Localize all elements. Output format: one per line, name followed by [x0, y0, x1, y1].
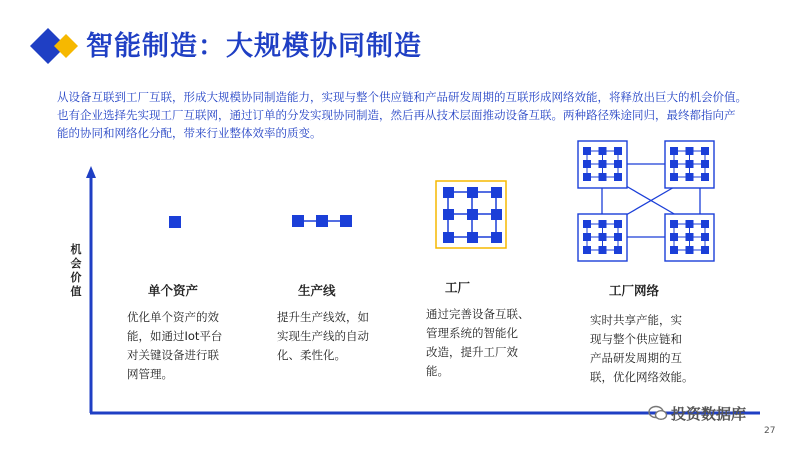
desc-line: 能。 [426, 364, 449, 378]
stage-desc-single-asset [127, 308, 222, 384]
desc-line: 网管理。 [127, 367, 173, 381]
stage-name-production-line: 生产线 [298, 283, 336, 298]
y-axis-label: 机会价值 [70, 243, 82, 298]
desc-line: 现与整个供应链和 [590, 332, 682, 346]
desc-line: 提升生产线效，如 [277, 310, 369, 324]
intro-line: 也有企业选择先实现工厂互联网，通过订单的分发实现协同制造，然后再从技术层面推动设备互联。两种路径殊途同归，最终都指向产 [57, 108, 736, 122]
stage-name-factory-network: 工厂网络 [609, 283, 660, 298]
stage-name-single-asset: 单个资产 [148, 283, 199, 298]
intro-line: 从设备互联到工厂互联，形成大规模协同制造能力，实现与整个供应链和产品研发周期的互联形成网络效能，将释放出巨大的机会价值。 [57, 90, 747, 104]
intro-line: 能的协同和网络化分配，带来行业整体效率的质变。 [57, 126, 322, 140]
stage-name-factory: 工厂 [445, 280, 471, 295]
desc-line: 实时共享产能，实 [590, 313, 682, 327]
desc-line: 优化单个资产的效 [127, 310, 219, 324]
single-asset-node [169, 216, 181, 228]
production-line-diagram [292, 215, 352, 227]
desc-line: 实现生产线的自动 [277, 329, 369, 343]
factory-network-diagram [578, 141, 714, 261]
desc-line: 管理系统的智能化 [426, 326, 518, 340]
desc-line: 改造，提升工厂效 [426, 345, 518, 359]
stage-desc-factory [426, 305, 530, 381]
page-title: 智能制造：大规模协同制造 [86, 31, 422, 62]
factory-grid-diagram [436, 181, 506, 248]
desc-line: 能，如通过Iot平台 [127, 329, 223, 343]
page-number: 27 [764, 426, 776, 436]
desc-line: 化、柔性化。 [277, 348, 346, 362]
stage-desc-production-line [277, 308, 369, 365]
desc-line: 通过完善设备互联、 [426, 307, 530, 321]
watermark-text: 投资数据库 [671, 405, 747, 423]
watermark [648, 403, 746, 424]
wechat-icon [648, 405, 668, 421]
stage-desc-factory-network [590, 311, 694, 387]
desc-line: 联，优化网络效能。 [590, 370, 694, 384]
desc-line: 对关键设备进行联 [127, 348, 219, 362]
desc-line: 产品研发周期的互 [590, 351, 682, 365]
